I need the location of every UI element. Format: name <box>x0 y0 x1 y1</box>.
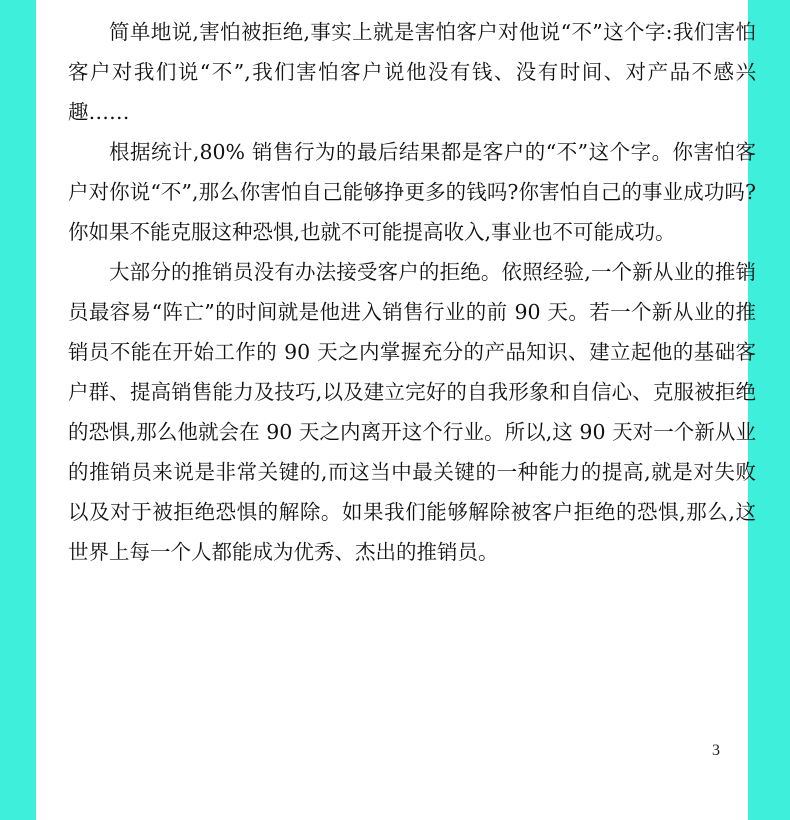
paragraph-3: 大部分的推销员没有办法接受客户的拒绝。依照经验,一个新从业的推销员最容易“阵亡”的时间就是他进入销售行业的前 90 天。若一个新从业的推销员不能在开始工作的 90 天之内掌握充分的产品知识、建立起他的基础客户群、提高销售能力及技巧,以及建立完好的自我形象和自信心、克服被拒绝的恐惧,那么他就会在 90 天之内离开这个行业。所以,这 90 天对一个新从业的推销员来说是非常关键的,而这当中最关键的一种能力的提高,就是对失败以及对于被拒绝恐惧的解除。如果我们能够解除被客户拒绝的恐惧,那么,这世界上每一个人都能成为优秀、杰出的推销员。 <box>68 260 756 564</box>
page-number: 3 <box>712 742 720 759</box>
paragraph-2: 根据统计,80% 销售行为的最后结果都是客户的“不”这个字。你害怕客户对你说“不”,那么你害怕自己能够挣更多的钱吗?你害怕自己的事业成功吗?你如果不能克服这种恐惧,也就不可能提高收入,事业也不可能成功。 <box>68 140 756 244</box>
document-page <box>36 0 756 820</box>
paragraph-1: 简单地说,害怕被拒绝,事实上就是害怕客户对他说“不”这个字:我们害怕客户对我们说“不”,我们害怕客户说他没有钱、没有时间、对产品不感兴趣…… <box>68 20 756 124</box>
body-text <box>68 12 756 572</box>
